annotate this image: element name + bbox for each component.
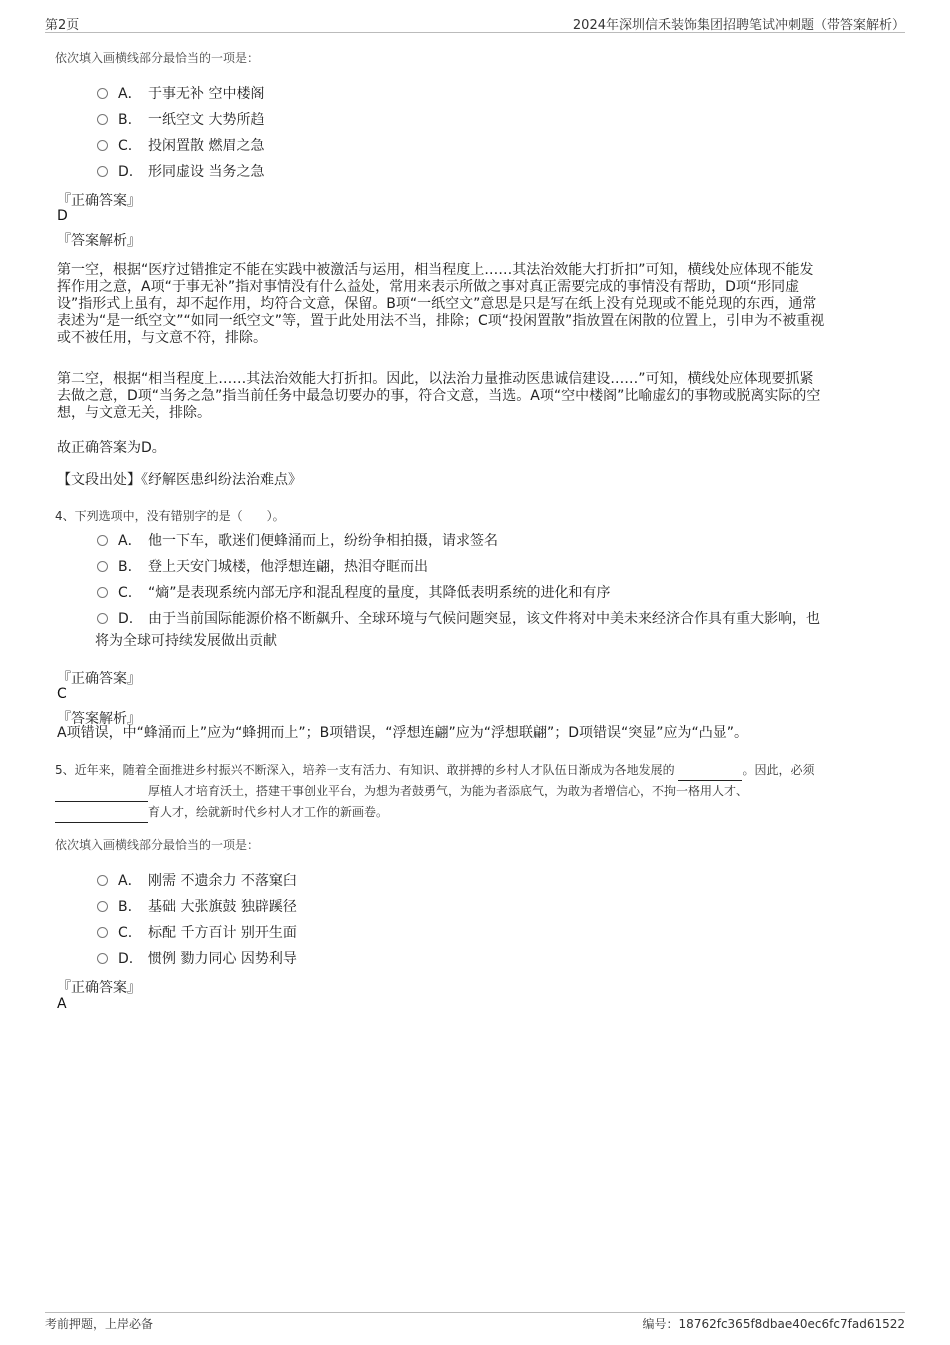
q3-answer: D (57, 208, 68, 224)
q4-option-d[interactable]: D. 由于当前国际能源价格不断飙升、全球环境与气候问题突显，该文件将对中美未来经济合作具有重大影响，也 (97, 608, 820, 628)
radio-icon[interactable] (97, 953, 108, 964)
q4-option-d-continued: 将为全球可持续发展做出贡献 (95, 633, 277, 649)
document-id: 编号：18762fc365f8dbae40ec6fc7fad61522 (642, 1317, 905, 1331)
q4-option-b[interactable]: B. 登上天安门城楼，他浮想连翩，热泪夺眶而出 (97, 556, 428, 576)
q4-analysis-label: 『答案解析』 (57, 711, 141, 727)
q3-option-c[interactable]: C. 投闲置散 燃眉之急 (97, 135, 264, 155)
q3-answer-label: 『正确答案』 (57, 193, 141, 209)
q5-answer: A (57, 996, 67, 1012)
blank-3 (55, 802, 148, 823)
radio-icon[interactable] (97, 114, 108, 125)
q3-option-b[interactable]: B. 一纸空文 大势所趋 (97, 109, 264, 129)
q3-prompt: 依次填入画横线部分最恰当的一项是： (55, 51, 260, 65)
blank-2 (55, 781, 148, 802)
q5-option-a[interactable]: A． 刚需 不遗余力 不落窠臼 (97, 870, 297, 890)
q3-option-d[interactable]: D. 形同虚设 当务之急 (97, 161, 264, 181)
radio-icon[interactable] (97, 166, 108, 177)
q3-source: 【文段出处】《纾解医患纠纷法治难点》 (57, 472, 302, 488)
document-title: 2024年深圳信禾装饰集团招聘笔试冲刺题（带答案解析） (572, 18, 905, 33)
q5-option-c[interactable]: C. 标配 千方百计 别开生面 (97, 922, 297, 942)
q3-option-a[interactable]: A． 于事无补 空中楼阁 (97, 83, 264, 103)
radio-icon[interactable] (97, 88, 108, 99)
radio-icon[interactable] (97, 875, 108, 886)
radio-icon[interactable] (97, 561, 108, 572)
page-number: 第2页 (45, 18, 80, 33)
q5-prompt: 依次填入画横线部分最恰当的一项是： (55, 838, 260, 852)
q3-analysis-para-1: 第一空，根据“医疗过错推定不能在实践中被激活与运用，相当程度上……其法治效能大打折扣”可知，横线处应体现不能发 挥作用之意，A项“于事无补”指对事情没有什么益处，常用来表示所做之事对真正需要完成的事情没有帮助，D项“形同虚 设”指形式上虽有，却不起作用，均符合文意，保留。B项“一纸空文”意思是只是写在纸上没有兑现或不能兑现的东西，通常 表述为“是一纸空文”“如同一纸空文”等，置于此处用法不当，排除；C项“投闲置散”指放置在闲散的位置上，引申为不被重视 或不被任用，与文意不符，排除。 (57, 262, 825, 346)
radio-icon[interactable] (97, 535, 108, 546)
q4-stem: 4、下列选项中，没有错别字的是（ ）。 (55, 509, 285, 523)
q5-option-d[interactable]: D. 惯例 勠力同心 因势利导 (97, 948, 297, 968)
q4-analysis: A项错误，中“蜂涌而上”应为“蜂拥而上”；B项错误，“浮想连翩”应为“浮想联翩”；D项错误“突显”应为“凸显”。 (57, 725, 748, 741)
q4-answer-label: 『正确答案』 (57, 671, 141, 687)
q5-stem: 5、近年来，随着全面推进乡村振兴不断深入，培养一支有活力、有知识、敢拼搏的乡村人才队伍日渐成为各地发展的 。因此，必须 厚植人才培育沃土，搭建干事创业平台，为想为者鼓勇气，为能为者添底气，为敢为者增信心，不拘一格用人才、 育人才，绘就新时代乡村人才工作的新画卷。 (55, 760, 900, 823)
q4-answer: C (57, 686, 67, 702)
footer-slogan: 考前押题，上岸必备 (45, 1317, 154, 1331)
q4-option-a[interactable]: A． 他一下车，歌迷们便蜂涌而上，纷纷争相拍摄，请求签名 (97, 530, 498, 550)
q5-option-b[interactable]: B. 基础 大张旗鼓 独辟蹊径 (97, 896, 297, 916)
page-header (45, 12, 905, 33)
radio-icon[interactable] (97, 587, 108, 598)
q5-answer-label: 『正确答案』 (57, 980, 141, 996)
q3-conclusion: 故正确答案为D。 (57, 440, 166, 456)
q3-analysis-para-2: 第二空，根据“相当程度上……其法治效能大打折扣。因此，以法治力量推动医患诚信建设……”可知，横线处应体现要抓紧 去做之意，D项“当务之急”指当前任务中最急切要办的事，符合文意，当选。A项“空中楼阁”比喻虚幻的事物或脱离实际的空 想，与文意无关，排除。 (57, 371, 821, 421)
radio-icon[interactable] (97, 927, 108, 938)
q3-analysis-label: 『答案解析』 (57, 233, 141, 249)
radio-icon[interactable] (97, 140, 108, 151)
page-footer (45, 1312, 905, 1339)
radio-icon[interactable] (97, 901, 108, 912)
q4-option-c[interactable]: C. “熵”是表现系统内部无序和混乱程度的量度，其降低表明系统的进化和有序 (97, 582, 611, 602)
radio-icon[interactable] (97, 613, 108, 624)
blank-1 (678, 760, 742, 781)
